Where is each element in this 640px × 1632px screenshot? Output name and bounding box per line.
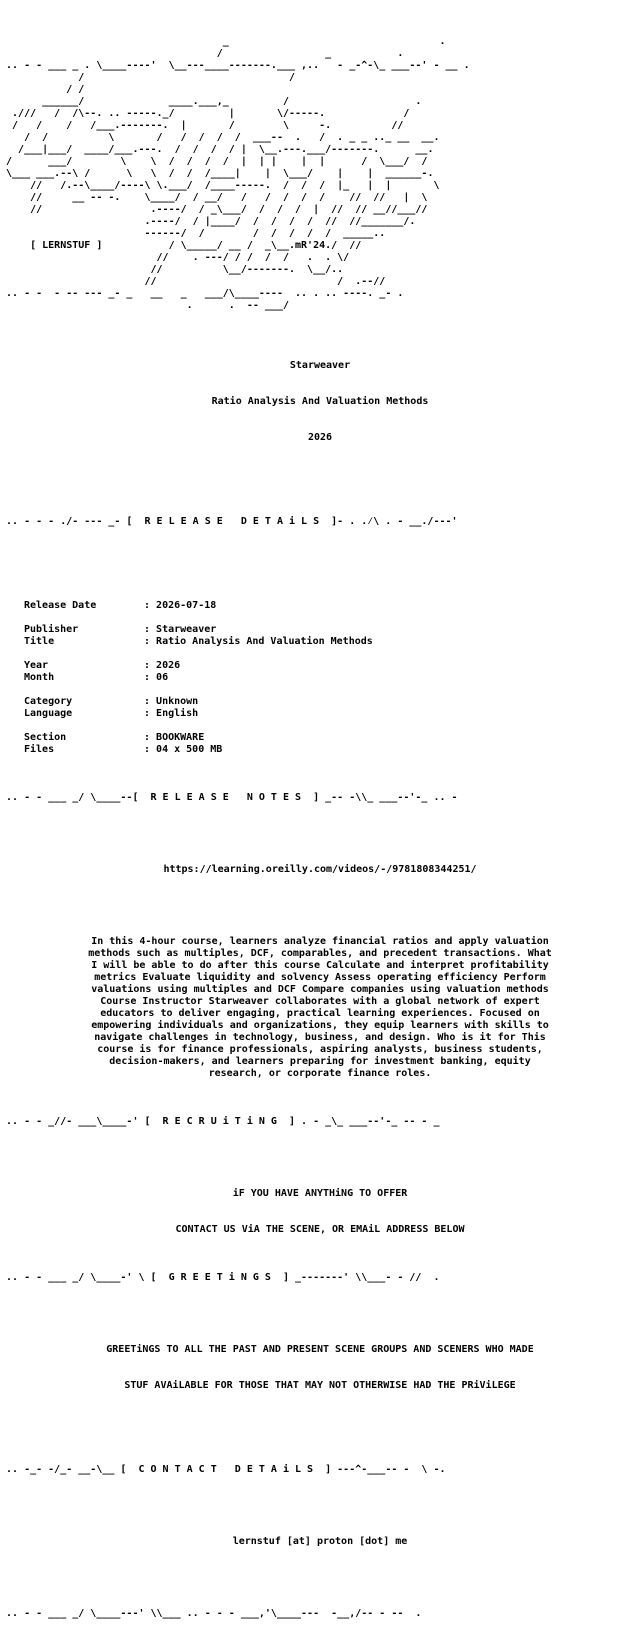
- detail-row: [0, 720, 640, 732]
- detail-label: Category: [24, 696, 73, 707]
- logo-line: / _ .: [0, 48, 404, 59]
- detail-separator: :: [144, 600, 157, 611]
- logo-line: .----/ / |____/ / / / / // //_______/.: [0, 216, 416, 227]
- spacer: [0, 828, 640, 840]
- greetings-line-2: STUF AVAiLABLE FOR THOSE THAT MAY NOT OTHERWISE HAD THE PRiViLEGE: [124, 1380, 516, 1391]
- logo-line: ./// / /\--. .. -----._/ | \/-----. /: [0, 108, 410, 119]
- logo-line: \___ ___.--\ / \ \ / / /____| | \___/ | | ______-.: [0, 168, 434, 179]
- divider-contact: .. -_- -/_- __-\__ [ C O N T A C T D E T A i L S ] ---^-___-- - \ -.: [0, 1464, 446, 1475]
- notes-line: methods such as multiples, DCF, comparables, and precedent transactions. What: [88, 948, 552, 959]
- detail-value: Starweaver: [156, 624, 217, 635]
- detail-separator: :: [144, 660, 157, 671]
- notes-line: metrics Evaluate liquidity and solvency Assess operating efficiency Perform: [94, 972, 546, 983]
- logo-line: // __ -- -. \____/ / __/ / / / / / // // | \: [0, 192, 428, 203]
- detail-row: [0, 672, 640, 684]
- release-year: 2026: [307, 432, 333, 443]
- detail-row: [0, 600, 640, 612]
- spacer: [0, 552, 640, 564]
- detail-label: Language: [24, 708, 73, 719]
- contact-email[interactable]: lernstuf [at] proton [dot] me: [232, 1536, 408, 1547]
- detail-separator: :: [144, 732, 157, 743]
- detail-value: 06: [156, 672, 169, 683]
- logo-line: _ .: [0, 36, 446, 47]
- detail-label: Files: [24, 744, 55, 755]
- detail-separator: :: [144, 708, 157, 719]
- detail-row: [0, 744, 640, 756]
- detail-row: [0, 660, 640, 672]
- logo-line: ______/ ____.___,_ / .: [0, 96, 422, 107]
- notes-line: course is for finance professionals, aspiring analysts, business students,: [97, 1044, 543, 1055]
- logo-line: // /.--\____/----\ \.___/ /____-----. / / / |_ | | \: [0, 180, 440, 191]
- detail-separator: :: [144, 744, 157, 755]
- notes-line: valuations using multiples and DCF Compare companies using valuation methods: [91, 984, 549, 995]
- detail-value: 2026: [156, 660, 181, 671]
- divider-release-details: .. - - - ./- --- _- [ R E L E A S E D E T A i L S ]- . .⁄\ . - __./---': [0, 516, 458, 527]
- logo-line: // . ---/ / / / / . . \/: [0, 252, 350, 263]
- spacer: [0, 1572, 640, 1584]
- divider-footer: .. - - ___ _/ \____---' \\___ .. - - - ___,'\____--- -__,/-- - -- .: [0, 1608, 422, 1619]
- detail-label: Year: [24, 660, 49, 671]
- detail-label: Title: [24, 636, 55, 647]
- detail-separator: :: [144, 636, 157, 647]
- detail-label: Month: [24, 672, 55, 683]
- detail-value: BOOKWARE: [156, 732, 205, 743]
- recruiting-line-1: iF YOU HAVE ANYTHiNG TO OFFER: [232, 1188, 408, 1199]
- group-name: Starweaver: [289, 360, 351, 371]
- logo-line: [0, 312, 640, 324]
- detail-row: [0, 612, 640, 624]
- notes-line: research, or corporate finance roles.: [208, 1068, 432, 1079]
- logo-line: / ___/ \ \ / / / / | | | | | / \___/ /: [0, 156, 428, 167]
- notes-line: I will be able to do after this course Calculate and interpret profitability: [91, 960, 549, 971]
- detail-separator: :: [144, 672, 157, 683]
- notes-line: navigate challenges in technology, business, and design. Who is it for This: [94, 1032, 546, 1043]
- spacer: [0, 1308, 640, 1320]
- notes-line: empowering individuals and organizations, they equip learners with skills to: [91, 1020, 549, 1031]
- divider-greetings: .. - - ___ _/ \____-' \ [ G R E E T i N G S ] _-------' \\___- - // .: [0, 1272, 440, 1283]
- detail-value: English: [156, 708, 199, 719]
- detail-separator: :: [144, 624, 157, 635]
- detail-row: [0, 732, 640, 744]
- release-details-table: [0, 600, 640, 756]
- detail-value: 04 x 500 MB: [156, 744, 223, 755]
- detail-row: [0, 696, 640, 708]
- spacer: [0, 900, 640, 912]
- logo-line: / /: [0, 84, 289, 95]
- detail-row: [0, 636, 640, 648]
- detail-row: [0, 624, 640, 636]
- logo-line: / / \ / / / / / ___-- . / . _ _ .._ __ __.: [0, 132, 440, 143]
- detail-row: [0, 684, 640, 696]
- detail-separator: :: [144, 696, 157, 707]
- release-title: Ratio Analysis And Valuation Methods: [211, 396, 429, 407]
- course-url[interactable]: https://learning.oreilly.com/videos/-/9781808344251/: [163, 864, 477, 875]
- detail-label: Publisher: [24, 624, 79, 635]
- logo-line: // .----/ / _\___/ / / / | // // __//___//: [0, 204, 428, 215]
- divider-release-notes: .. - - ___ _/ \____--[ R E L E A S E N O T E S ] _-- -\\_ ___--'-_ .. -: [0, 792, 458, 803]
- notes-line: In this 4-hour course, learners analyze financial ratios and apply valuation: [91, 936, 549, 947]
- detail-row: [0, 648, 640, 660]
- logo-line: [ LERNSTUF ] / \_____/ __ / _\__.mR'24./ //: [0, 240, 362, 251]
- spacer: [0, 1416, 640, 1428]
- logo-line: // \__/-------. \__/..: [0, 264, 344, 275]
- detail-label: Release Date: [24, 600, 97, 611]
- spacer: [0, 1500, 640, 1512]
- detail-value: Ratio Analysis And Valuation Methods: [156, 636, 373, 647]
- spacer: [0, 1152, 640, 1164]
- notes-line: Course Instructor Starweaver collaborates with a global network of expert: [100, 996, 540, 1007]
- notes-line: educators to deliver engaging, practical learning experiences. Focused on: [100, 1008, 540, 1019]
- detail-value: 2026-07-18: [156, 600, 217, 611]
- greetings-line-1: GREETiNGS TO ALL THE PAST AND PRESENT SCENE GROUPS AND SCENERS WHO MADE: [106, 1344, 534, 1355]
- detail-value: Unknown: [156, 696, 199, 707]
- detail-label: Section: [24, 732, 67, 743]
- recruiting-line-2: CONTACT US ViA THE SCENE, OR EMAiL ADDRESS BELOW: [175, 1224, 465, 1235]
- logo-line: // / .--//: [0, 276, 386, 287]
- logo-line: / /: [0, 72, 332, 83]
- divider-recruiting: .. - - _//- ___\____-' [ R E C R U i T i N G ] . - _\_ ___--'-_ -- - _: [0, 1116, 440, 1127]
- notes-line: decision-makers, and learners preparing for investment banking, equity: [109, 1056, 531, 1067]
- logo-line: .. - - - -- --- _- _ __ _ ___/\____---- .. . .. ----. _- .: [0, 288, 404, 299]
- logo-line: /___|___/ ____/___.---. / / / / | \__.---.___/-------. __.: [0, 144, 434, 155]
- logo-line: / / / /___.-------. | / \ -. //: [0, 120, 404, 131]
- logo-line: . . -- ___/: [0, 300, 289, 311]
- spacer: [0, 468, 640, 480]
- logo-line: .. - - ___ _ . \____----' \__---____-------.___ ,.. - _-^-\_ ___--' - __ .: [0, 60, 470, 71]
- release-notes-text: [0, 936, 640, 1080]
- ascii-logo: [0, 36, 640, 324]
- detail-row: [0, 708, 640, 720]
- logo-line: ------/ / / / / / / _____..: [0, 228, 386, 239]
